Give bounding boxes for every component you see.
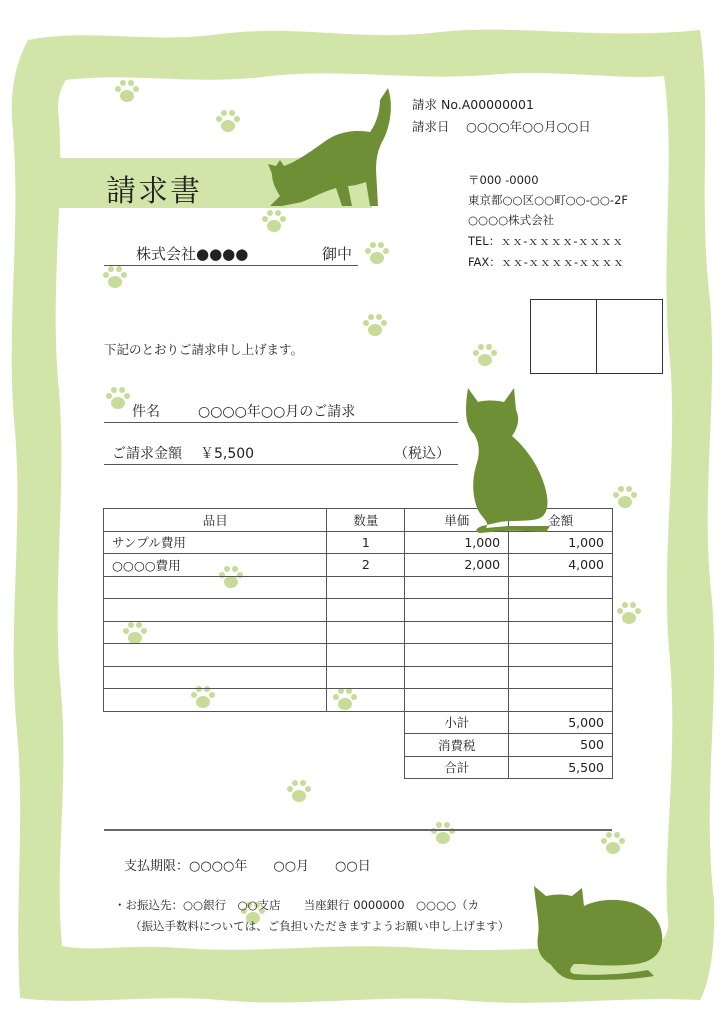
- cell-amount: [509, 644, 613, 667]
- totals-row-subtotal: [104, 711, 613, 734]
- cell-unit-price: [405, 621, 509, 644]
- payment-divider: [104, 829, 612, 831]
- recipient-name: 株式会社●●●●: [136, 245, 249, 263]
- total-label: 合計: [405, 756, 509, 779]
- cell-item: ○○○○費用: [104, 554, 327, 577]
- cell-item: [104, 689, 327, 712]
- cell-unit-price: 2,000: [405, 554, 509, 577]
- header-item: 品目: [104, 509, 327, 532]
- cell-amount: 1,000: [509, 531, 613, 554]
- amount-value: ￥5,500: [200, 446, 255, 462]
- amount-underline: [104, 464, 458, 465]
- header-unit-price: 単価: [405, 509, 509, 532]
- cell-unit-price: [405, 599, 509, 622]
- document-title: 請求書: [106, 174, 202, 209]
- payment-bank: ・お振込先：○○銀行 ○○支店 当座銀行 0000000 ○○○○（カ: [114, 898, 480, 912]
- table-row: [104, 599, 613, 622]
- cell-quantity: 1: [327, 531, 405, 554]
- cell-amount: [509, 621, 613, 644]
- totals-row-total: [104, 756, 613, 779]
- totals-row-tax: [104, 734, 613, 757]
- paw-icon: [362, 240, 392, 266]
- table-row: [104, 644, 613, 667]
- invoice-date-label: 請求日: [412, 119, 450, 134]
- cell-quantity: [327, 666, 405, 689]
- subject-value: ○○○○年○○月のご請求: [198, 404, 356, 420]
- paw-icon: [360, 312, 390, 338]
- cell-quantity: 2: [327, 554, 405, 577]
- paw-icon: [598, 830, 628, 856]
- paw-icon: [112, 78, 142, 104]
- items-table: [103, 508, 613, 779]
- subject-underline: [104, 422, 458, 423]
- cell-quantity: [327, 621, 405, 644]
- sender-postal: 〒000 -0000: [468, 173, 539, 187]
- cell-item: [104, 644, 327, 667]
- cell-unit-price: [405, 576, 509, 599]
- paw-icon: [100, 264, 130, 290]
- invoice-date-value: ○○○○年○○月○○日: [466, 119, 591, 134]
- table-row: [104, 576, 613, 599]
- subtotal-value: 5,000: [509, 711, 613, 734]
- cell-quantity: [327, 689, 405, 712]
- paw-icon: [284, 778, 314, 804]
- cell-quantity: [327, 644, 405, 667]
- cell-amount: [509, 666, 613, 689]
- intro-text: 下記のとおりご請求申し上げます。: [104, 342, 304, 357]
- cell-unit-price: [405, 644, 509, 667]
- seal-slot-right: [597, 300, 662, 373]
- sitting-cat-icon: [462, 386, 554, 534]
- cell-unit-price: [405, 666, 509, 689]
- subject-label: 件名: [132, 404, 160, 420]
- cell-amount: [509, 576, 613, 599]
- paw-icon: [470, 342, 500, 368]
- table-row: [104, 621, 613, 644]
- tax-label: 消費税: [405, 734, 509, 757]
- tax-value: 500: [509, 734, 613, 757]
- sender-fax: FAX：ｘｘ-ｘｘｘｘ-ｘｘｘｘ: [468, 255, 625, 269]
- subtotal-label: 小計: [405, 711, 509, 734]
- cell-amount: [509, 689, 613, 712]
- table-row: [104, 531, 613, 554]
- amount-label: ご請求金額: [112, 446, 182, 462]
- stretching-cat-icon: [262, 86, 394, 212]
- payment-fee-note: （振込手数料については、ご負担いただきますようお願い申し上げます）: [130, 919, 510, 933]
- cell-unit-price: 1,000: [405, 531, 509, 554]
- cell-amount: 4,000: [509, 554, 613, 577]
- cell-item: [104, 599, 327, 622]
- amount-tax-note: （税込）: [394, 446, 450, 462]
- table-row: [104, 689, 613, 712]
- sender-company: ○○○○株式会社: [468, 213, 555, 227]
- paw-icon: [614, 600, 644, 626]
- table-row: [104, 666, 613, 689]
- header-quantity: 数量: [327, 509, 405, 532]
- invoice-number: 請求 No.A00000001: [412, 97, 534, 112]
- paw-icon: [213, 108, 243, 134]
- lying-cat-icon: [530, 884, 670, 980]
- recipient-underline: [104, 265, 358, 266]
- cell-item: [104, 576, 327, 599]
- cell-quantity: [327, 599, 405, 622]
- paw-icon: [103, 385, 133, 411]
- cell-item: [104, 621, 327, 644]
- table-row: [104, 554, 613, 577]
- sender-tel: TEL：ｘｘ-ｘｘｘｘ-ｘｘｘｘ: [468, 234, 624, 248]
- cell-item: サンプル費用: [104, 531, 327, 554]
- sender-address: 東京都○○区○○町○○-○○-2F: [468, 193, 629, 207]
- header-amount: 金額: [509, 509, 613, 532]
- seal-slot-left: [531, 300, 596, 373]
- paw-icon: [428, 820, 458, 846]
- cell-unit-price: [405, 689, 509, 712]
- paw-icon: [610, 484, 640, 510]
- cell-quantity: [327, 576, 405, 599]
- payment-deadline: 支払期限：○○○○年 ○○月 ○○日: [124, 859, 371, 874]
- total-value: 5,500: [509, 756, 613, 779]
- cell-amount: [509, 599, 613, 622]
- recipient-honorific: 御中: [322, 245, 353, 263]
- cell-item: [104, 666, 327, 689]
- seal-box: [530, 299, 663, 374]
